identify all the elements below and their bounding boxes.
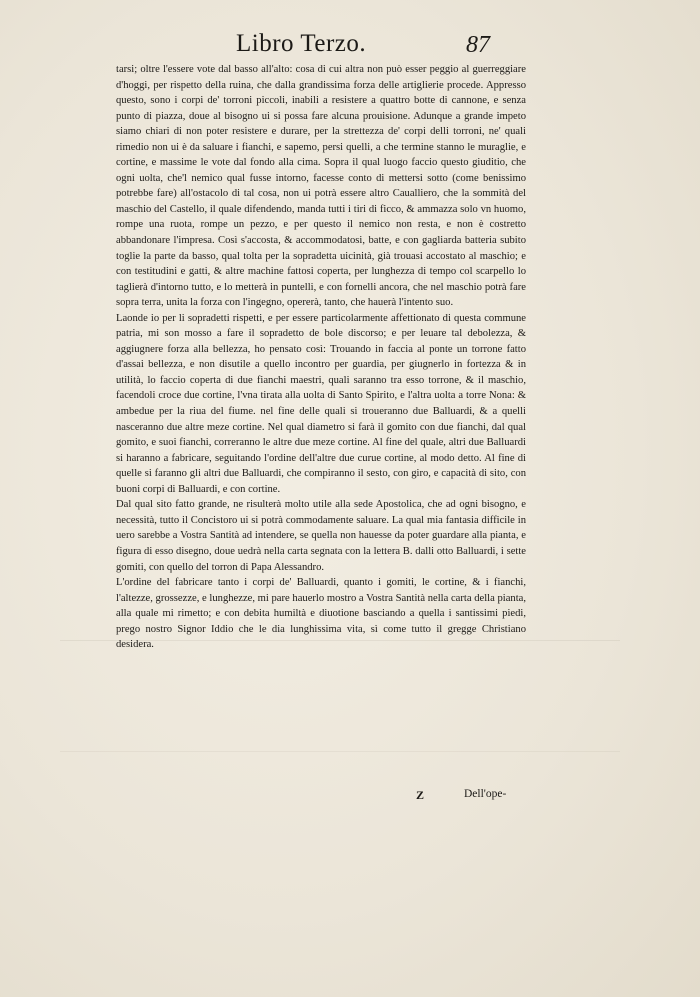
page-header <box>0 30 700 66</box>
catchword: Dell'ope- <box>464 788 507 800</box>
bleed-through-shadow <box>60 640 620 752</box>
running-title: Libro Terzo. <box>236 30 367 57</box>
page-number: 87 <box>466 32 490 58</box>
body-text <box>116 62 526 653</box>
paragraph-4: L'ordine del fabricare tanto i corpi de' Balluardi, quanto i gomiti, le cortine, & i fianchi, l'altezze, grossezze, e lunghezze, mi pare hauerlo mostro a Vostra Santità nella carta della pianta, alla quale mi rimetto; e con debita humiltà e diuotione basciando a quella i santissimi piedi, prego nostro Signor Iddio che le dia lunghissima vita, sì come tutto il gregge Christiano desidera. <box>116 577 526 651</box>
signature-mark: Z <box>416 788 425 802</box>
paragraph-1: tarsi; oltre l'essere vote dal basso all'alto: cosa di cui altra non può esser peggio al guerreggiare d'hoggi, per rispetto della ruina, che dalla grandissima forza delle artiglierie procede. Appresso questo, sono i corpi de' torroni piccoli, inabili a resistere a quattro botte di cannone, e senza punto di piazza, doue al bisogno ui si possa fare alcuna prouisione. Adunque a grande impeto siamo chiari di non poter resistere e durare, per la strettezza de' corpi delli torroni, ne' quali rimedio non ui è da saluare i fianchi, e sapemo, persi quelli, a che termine stanno le muraglie, e cortine, e massime le vote dal fondo alla cima. Sopra il qual luogo faccio questo giuditio, che ogni uolta, che'l nemico qual fusse intorno, facesse conto di mettersi sotto (come benissimo potrebbe fare) all'ostacolo di tal cosa, non ui potrà essere altro Caualliero, che la sommità del maschio del Castello, il quale difendendo, manda tutti i tiri di ficco, & ammazza solo vn huomo, rompe una ruota, rompe un pezzo, e per questo il nemico non resta, e non è costretto abbandonare l'impresa. Così s'accosta, & accommodatosi, batte, e con gagliarda batteria subito toglie la parte da basso, qual tolta per la sopradetta uicinità, già trouasi accostato al maschio; e con testitudini e gatti, & altre machine fattosi coperta, per lunghezza di tempo col scarpello lo taglierà d'intorno tutto, e lo metterà in puntelli, e con fornelli ancora, che nel maschio potrà fare sopra terra, unita la forza con l'ingegno, opererà, tanto, che hauerà l'intento suo. <box>116 64 526 309</box>
paragraph-2: Laonde io per li sopradetti rispetti, e per essere particolarmente affettionato di questa commune patria, mi son mosso a fare il sopradetto de bole discorso; e per leuare tal debolezza, & aggiugnere forza alla bellezza, ho pensato così: Trouando in faccia al ponte un torrone fatto d'assai bellezza, e non disutile a quello incontro per guardia, per giugnerlo in fortezza & in utilità, lo faccio coperta di due fianchi maestri, quali saranno tra esso torrone, & il maschio, facendoli croce due cortine, l'vna tirata alla uolta di Santo Spirito, e l'altra uolta a torre Nona: & ambedue per la riua del fiume. nel fine delle quali si troueranno due Balluardi, & a quelli nasceranno due altre meze cortine. Nel qual diametro si farà il gomito con due fianchi, dal qual gomito, e suoi fianchi, correranno le altre due meze cortine. Al fine del quale, altri due Balluardi si haranno a fabricare, seguitando l'ordine dell'altre due curue cortine, al modo detto. Al fine di quelle si faranno gli altri due Balluardi, che compiranno il sesto, con giro, e capacità di sito, con buoni corpi di Balluardi, e con cortine. <box>116 312 526 495</box>
paragraph-3: Dal qual sito fatto grande, ne risulterà molto utile alla sede Apostolica, che ad ogni bisogno, e necessità, tutto il Concistoro ui si potrà commodamente saluare. La qual mia fantasia difficile in uero sarebbe a Vostra Santità ad intendere, se quella non hauesse da poter guardare alla pianta, e figura di esso disegno, doue uedrà nella carta segnata con la lettera B. dalli otto Balluardi, i sette gomiti, con quello del torron di Papa Alessandro. <box>116 499 526 573</box>
